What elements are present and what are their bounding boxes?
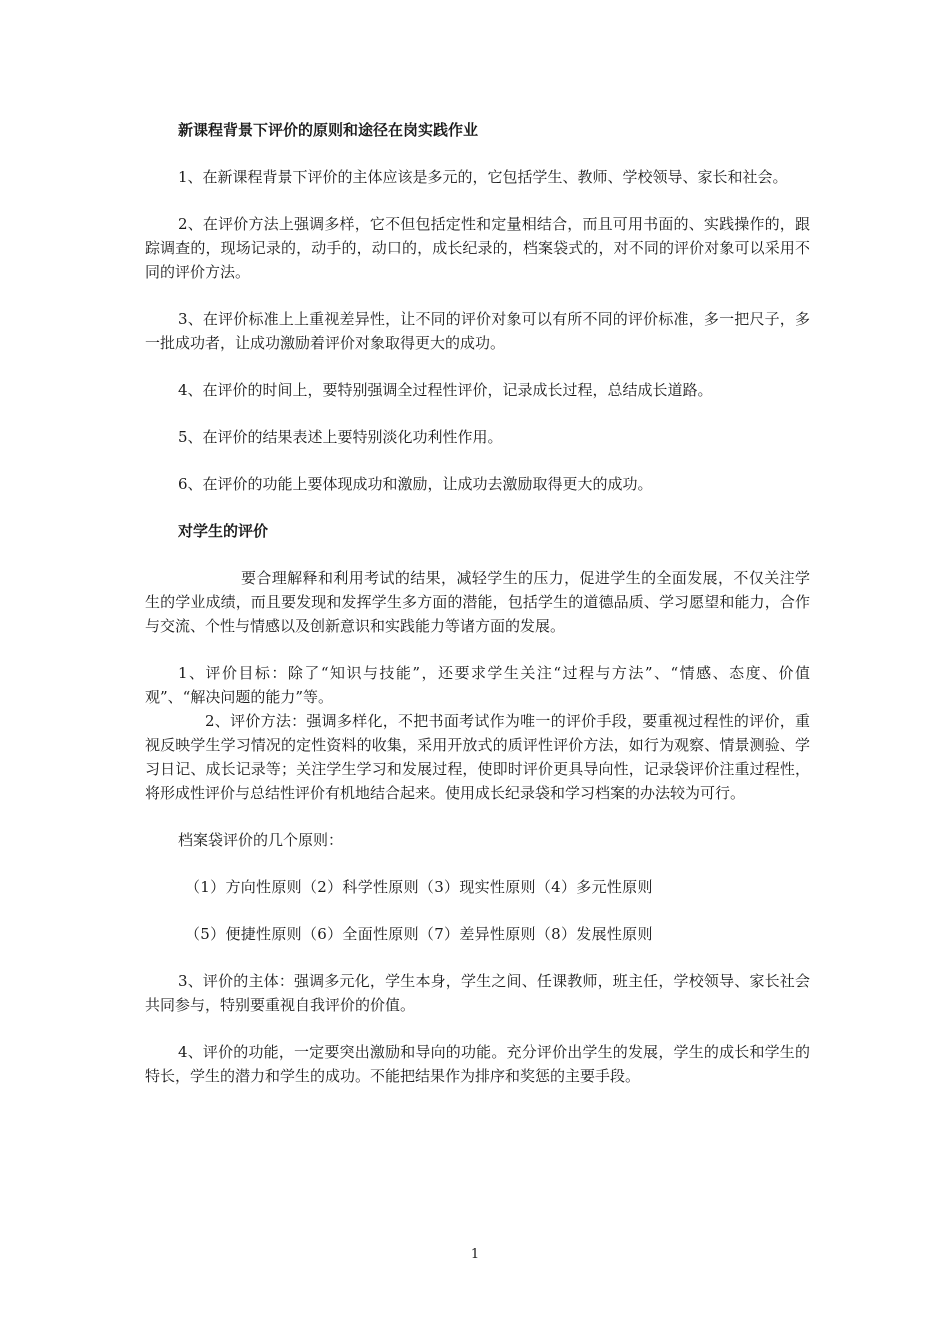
principle-paragraph-1: 1、在新课程背景下评价的主体应该是多元的，它包括学生、教师、学校领导、家长和社会。 [178, 168, 788, 186]
evaluation-function-paragraph: 4、评价的功能，一定要突出激励和导向的功能。充分评价出学生的发展，学生的成长和学生的特长，学生的潜力和学生的成功。不能把结果作为排序和奖惩的主要手段。 [145, 1043, 810, 1085]
student-evaluation-intro: 要合理解释和利用考试的结果，减轻学生的压力，促进学生的全面发展，不仅关注学生的学业成绩，而且要发现和发挥学生多方面的潜能，包括学生的道德品质、学习愿望和能力，合作与交流、个性与情感以及创新意识和实践能力等诸方面的发展。 [145, 569, 810, 635]
principle-paragraph-3: 3、在评价标准上上重视差异性，让不同的评价对象可以有所不同的评价标准，多一把尺子，多一批成功者，让成功激励着评价对象取得更大的成功。 [145, 310, 810, 352]
portfolio-principles-line-1: （1）方向性原则（2）科学性原则（3）现实性原则（4）多元性原则 [185, 878, 653, 896]
principle-paragraph-4: 4、在评价的时间上，要特别强调全过程性评价，记录成长过程，总结成长道路。 [178, 381, 713, 399]
document-title: 新课程背景下评价的原则和途径在岗实践作业 [178, 121, 479, 139]
portfolio-principles-line-2: （5）便捷性原则（6）全面性原则（7）差异性原则（8）发展性原则 [185, 925, 653, 943]
document-body [145, 118, 810, 1111]
evaluation-subject-paragraph: 3、评价的主体：强调多元化，学生本身，学生之间、任课教师，班主任，学校领导、家长社会共同参与，特别要重视自我评价的价值。 [145, 972, 810, 1014]
portfolio-principles-heading: 档案袋评价的几个原则： [178, 831, 344, 849]
principle-paragraph-6: 6、在评价的功能上要体现成功和激励，让成功去激励取得更大的成功。 [178, 475, 653, 493]
principle-paragraph-5: 5、在评价的结果表述上要特别淡化功利性作用。 [178, 428, 503, 446]
page-number: 1 [470, 1247, 480, 1262]
student-evaluation-heading: 对学生的评价 [178, 522, 269, 540]
principle-paragraph-2: 2、在评价方法上强调多样，它不但包括定性和定量相结合，而且可用书面的、实践操作的，跟踪调查的，现场记录的，动手的，动口的，成长纪录的，档案袋式的，对不同的评价对象可以采用不同的评价方法。 [145, 215, 810, 281]
evaluation-method-paragraph: 2、评价方法：强调多样化，不把书面考试作为唯一的评价手段，要重视过程性的评价，重视反映学生学习情况的定性资料的收集，采用开放式的质评性评价方法，如行为观察、情景测验、学习日记、成长记录等；关注学生学习和发展过程，使即时评价更具导向性，记录袋评价注重过程性，将形成性评价与总结性评价有机地结合起来。使用成长纪录袋和学习档案的办法较为可行。 [145, 712, 810, 802]
evaluation-goal-paragraph: 1、评价目标：除了“知识与技能”，还要求学生关注“过程与方法”、“情感、态度、价值观”、“解决问题的能力”等。 [145, 664, 810, 706]
